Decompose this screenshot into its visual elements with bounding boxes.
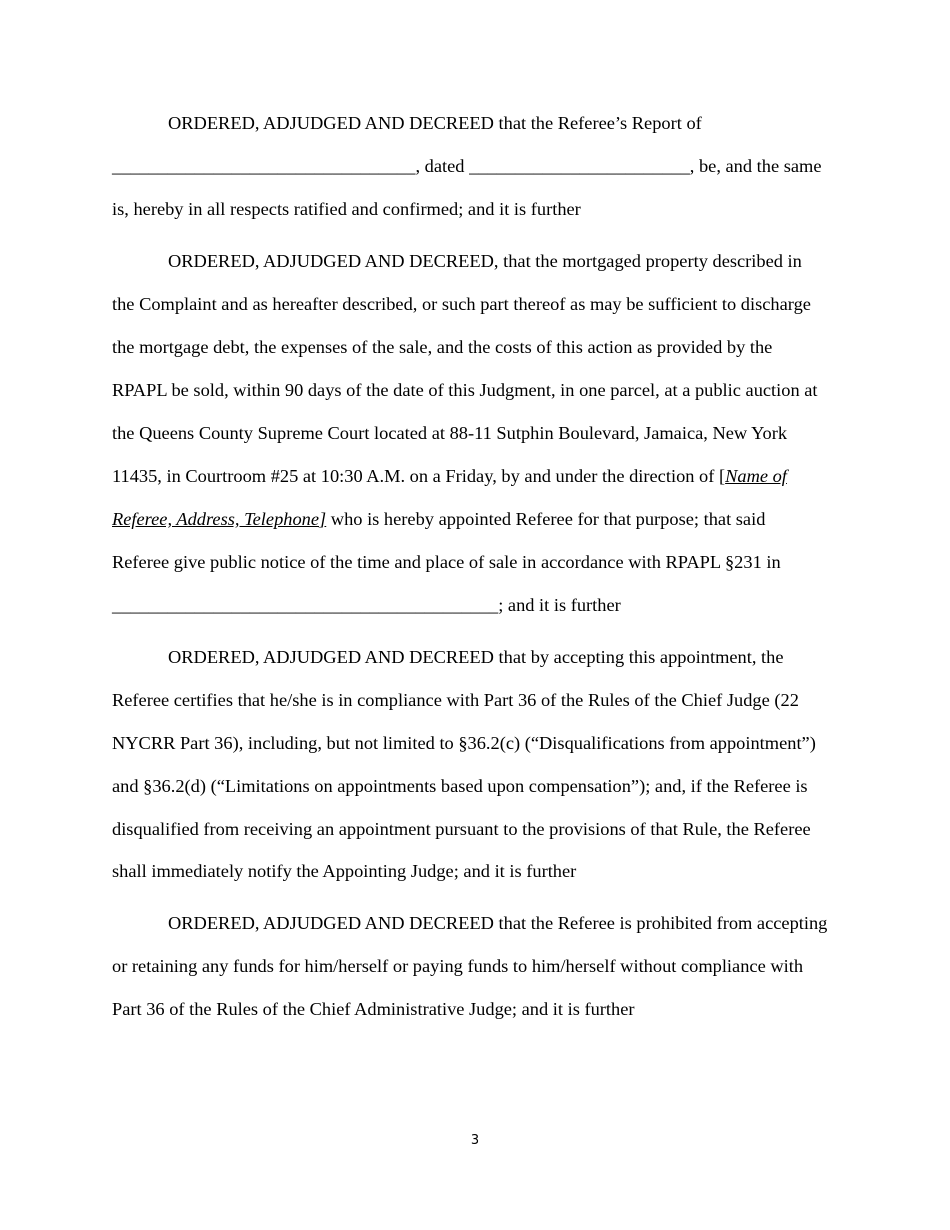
paragraph-3-line-1: ORDERED, ADJUDGED AND DECREED that by accepting this appointment, the	[168, 647, 784, 667]
paragraph-4-line-3: Part 36 of the Rules of the Chief Administrative Judge; and it is further	[112, 999, 635, 1019]
paragraph-3-line-4: and §36.2(d) (“Limitations on appointments based upon compensation”); and, if the Referee is	[112, 776, 808, 796]
paragraph-2-line-3: the mortgage debt, the expenses of the sale, and the costs of this action as provided by the	[112, 337, 773, 357]
page-number: 3	[470, 1133, 480, 1148]
paragraph-2-line-1: ORDERED, ADJUDGED AND DECREED, that the mortgaged property described in	[168, 251, 802, 271]
line-continuation: , be, and the same	[689, 156, 822, 176]
paragraph-2-line-5: the Queens County Supreme Court located at 88-11 Sutphin Boulevard, Jamaica, New York	[112, 423, 788, 443]
referee-placeholder-part-1: Name of	[725, 466, 787, 486]
paragraph-3-line-5: disqualified from receiving an appointment pursuant to the provisions of that Rule, the Referee	[112, 819, 811, 839]
paragraph-1-line-1: ORDERED, ADJUDGED AND DECREED that the Referee’s Report of	[168, 113, 702, 133]
line-text: 11435, in Courtroom #25 at 10:30 A.M. on a Friday, by and under the direction of [	[112, 466, 726, 486]
paragraph-2-line-8: Referee give public notice of the time and place of sale in accordance with RPAPL §231 in	[112, 552, 781, 572]
dated-label: , dated	[415, 156, 470, 176]
paragraph-2-line-2: the Complaint and as hereafter described, or such part thereof as may be sufficient to discharge	[112, 294, 811, 314]
paragraph-1-line-3: is, hereby in all respects ratified and confirmed; and it is further	[112, 199, 581, 219]
line-text: ; and it is further	[498, 595, 621, 615]
referee-placeholder-part-2: Referee, Address, Telephone]	[112, 509, 327, 529]
paragraph-4-line-1: ORDERED, ADJUDGED AND DECREED that the Referee is prohibited from accepting	[168, 913, 828, 933]
report-date-blank[interactable]: ________________________	[469, 156, 690, 176]
paragraph-3-line-2: Referee certifies that he/she is in compliance with Part 36 of the Rules of the Chief Judge (22	[112, 690, 799, 710]
line-text: who is hereby appointed Referee for that purpose; that said	[326, 509, 766, 529]
paragraph-4-line-2: or retaining any funds for him/herself or paying funds to him/herself without compliance with	[112, 956, 804, 976]
paragraph-1-line-2	[112, 155, 822, 177]
report-name-blank[interactable]: _________________________________	[112, 156, 416, 176]
paragraph-2-line-7	[112, 508, 765, 530]
paragraph-3-line-6: shall immediately notify the Appointing Judge; and it is further	[112, 861, 577, 881]
paragraph-2-line-9	[112, 594, 621, 616]
paragraph-2-line-6	[112, 465, 787, 487]
paragraph-2-line-4: RPAPL be sold, within 90 days of the date of this Judgment, in one parcel, at a public auction at	[112, 380, 818, 400]
paragraph-3-line-3: NYCRR Part 36), including, but not limited to §36.2(c) (“Disqualifications from appointment”)	[112, 733, 816, 753]
publication-blank[interactable]: __________________________________________	[112, 595, 499, 615]
